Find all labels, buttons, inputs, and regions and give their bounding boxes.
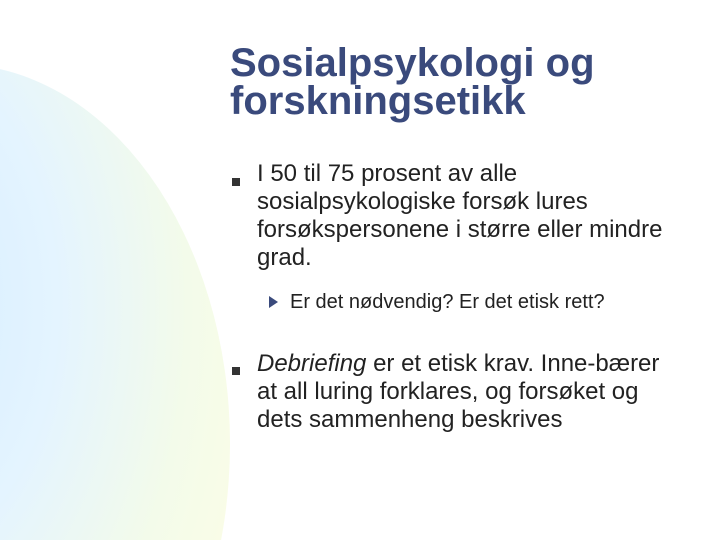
bullet-square-icon (232, 367, 240, 375)
background-decoration (0, 64, 230, 540)
bullet-text: I 50 til 75 prosent av alle sosialpsykologiske forsøk lures forsøkspersonene i større eller mindre grad. (257, 160, 663, 271)
bullet-text-rest: er et etisk krav. Inne-bærer at all luring forklares, og forsøket og dets sammenheng beskrives (257, 350, 660, 433)
bullet-emphasis: Debriefing (257, 350, 367, 377)
bullet-text (257, 350, 677, 434)
slide-title: Sosialpsykologi og forskningsetikk (230, 41, 595, 123)
bullet-square-icon (232, 178, 240, 186)
sub-bullet-text: Er det nødvendig? Er det etisk rett? (290, 291, 605, 313)
